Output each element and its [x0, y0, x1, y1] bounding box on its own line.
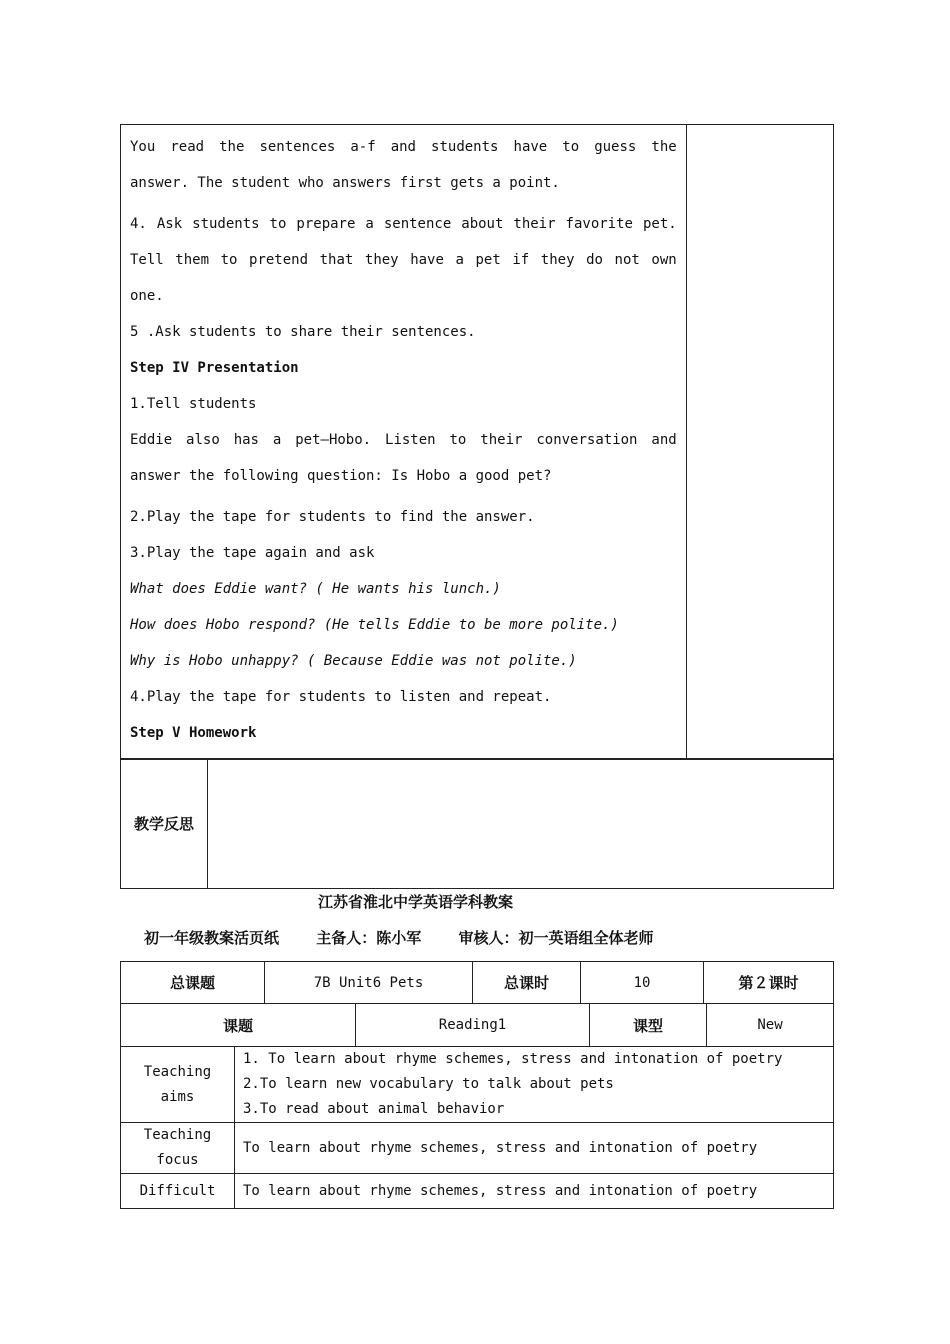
step-line: 2.Play the tape for students to find the answer. [130, 509, 535, 525]
step-line: answer the following question: Is Hobo a good pet? [130, 468, 552, 484]
aims-value [235, 1047, 834, 1123]
aims-label-line: aims [160, 1088, 195, 1105]
step-line: answer. The student who answers first gets a point. [130, 175, 560, 191]
focus-label-line: focus [156, 1152, 199, 1168]
total-periods-label: 总课时 [473, 962, 581, 1004]
reflection-label: 教学反思 [121, 759, 208, 889]
lesson-continuation-table [120, 124, 834, 760]
aims-table [120, 1046, 834, 1209]
step-line: Tell them to pretend that they have a pet if they do not own [130, 252, 677, 268]
reflection-body [208, 759, 834, 889]
aim-item: 3.To read about animal behavior [243, 1101, 505, 1117]
type-label: 课型 [590, 1004, 707, 1047]
question-line: What does Eddie want? ( He wants his lunch.) [130, 581, 501, 597]
topic-value: 7B Unit6 Pets [265, 962, 473, 1004]
focus-value: To learn about rhyme schemes, stress and intonation of poetry [235, 1123, 834, 1174]
step-heading: Step IV Presentation [130, 360, 299, 376]
step-line: 1.Tell students [130, 396, 257, 412]
type-value: New [707, 1004, 834, 1047]
notes-cell [686, 125, 833, 760]
info-row-1 [120, 961, 834, 1004]
step-line: You read the sentences a-f and students have to guess the [130, 139, 677, 155]
step-line: one. [130, 288, 164, 304]
topic-label: 总课题 [121, 962, 265, 1004]
step-heading: Step V Homework [130, 725, 257, 741]
document-title: 江苏省淮北中学英语学科教案 [318, 893, 514, 911]
lesson-label: 课题 [121, 1004, 356, 1047]
aims-label [121, 1047, 235, 1123]
grade-label: 初一年级教案活页纸 [144, 929, 280, 947]
total-periods-value: 10 [581, 962, 704, 1004]
aims-label-line: Teaching [143, 1063, 212, 1080]
focus-label [121, 1123, 235, 1174]
aim-item: 1. To learn about rhyme schemes, stress and intonation of poetry [243, 1051, 783, 1067]
step-line: 4.Play the tape for students to listen and repeat. [130, 689, 552, 705]
question-line: How does Hobo respond? (He tells Eddie to be more polite.) [130, 617, 619, 633]
focus-label-line: Teaching [143, 1127, 212, 1143]
difficult-value: To learn about rhyme schemes, stress and intonation of poetry [235, 1174, 834, 1209]
step-line: 5 .Ask students to share their sentences. [130, 324, 476, 340]
info-row-2 [120, 1003, 834, 1047]
lesson-value: Reading1 [356, 1004, 590, 1047]
question-line: Why is Hobo unhappy? ( Because Eddie was not polite.) [130, 653, 577, 669]
step-line: 3.Play the tape again and ask [130, 545, 375, 561]
lesson-steps-cell [121, 125, 687, 760]
period-label: 第２课时 [704, 962, 834, 1004]
step-line: 4. Ask students to prepare a sentence about their favorite pet. [130, 216, 677, 232]
aim-item: 2.To learn new vocabulary to talk about pets [243, 1076, 614, 1092]
reflection-table [120, 758, 834, 889]
difficult-label: Difficult [121, 1174, 235, 1209]
step-line: Eddie also has a pet—Hobo. Listen to their conversation and [130, 432, 677, 448]
preparer-label: 主备人：陈小军 [316, 929, 422, 947]
reviewer-label: 审核人：初一英语组全体老师 [458, 929, 654, 947]
meta-line [144, 927, 686, 948]
